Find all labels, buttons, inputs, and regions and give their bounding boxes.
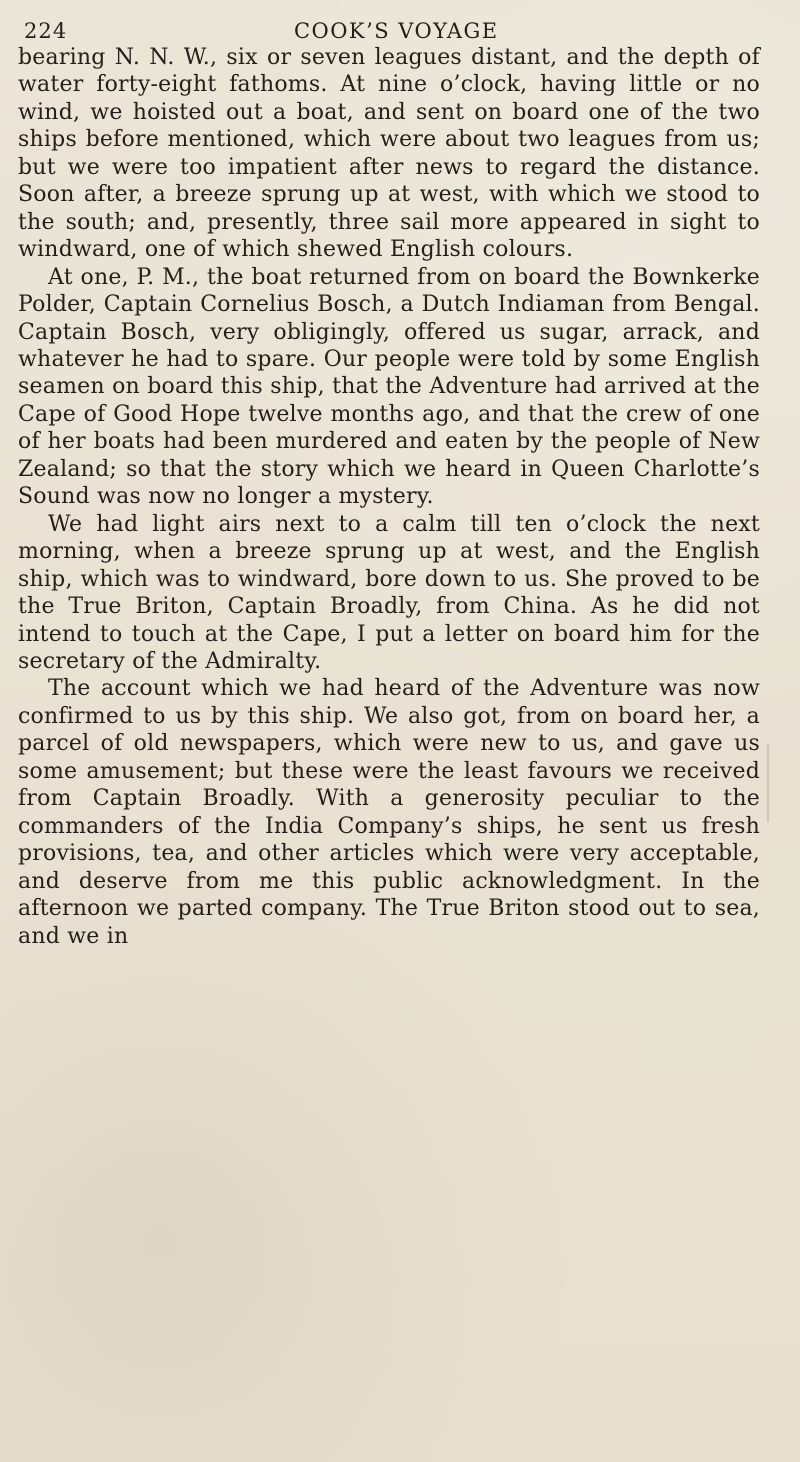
- page-number: 224: [24, 19, 68, 43]
- paragraph-4: The account which we had heard of the Adventure was now confirmed to us by this ship. We also got, from on board her, a parcel of old newspapers, which were new to us, and gave us some amusement; but these were the least favours we received from Captain Broadly. With a generosity peculiar to the commanders of the India Company’s ships, he sent us fresh provisions, tea, and other articles which were very acceptable, and deserve from me this public acknowledgment. In the afternoon we parted company. The True Briton stood out to sea, and we in: [18, 676, 760, 949]
- paragraph-2: At one, P. M., the boat returned from on board the Bownkerke Polder, Captain Cornelius Bosch, a Dutch Indiaman from Bengal. Captain Bosch, very obligingly, offered us sugar, arrack, and whatever he had to spare. Our people were told by some English seamen on board this ship, that the Adventure had arrived at the Cape of Good Hope twelve months ago, and that the crew of one of her boats had been murdered and eaten by the people of New Zealand; so that the story which we heard in Queen Charlotte’s Sound was now no longer a mystery.: [18, 264, 760, 510]
- paragraph-1: bearing N. N. W., six or seven leagues distant, and the depth of water forty-eight fathoms. At nine o’clock, having little or no wind, we hoisted out a boat, and sent on board one of the two ships before mentioned, which were about two leagues from us; but we were too impatient after news to regard the distance. Soon after, a breeze sprung up at west, with which we stood to the south; and, presently, three sail more appeared in sight to windward, one of which shewed English colours.: [18, 45, 760, 263]
- running-head: COOK’S VOYAGE: [294, 19, 499, 43]
- body-text: [18, 44, 760, 950]
- paragraph-3: We had light airs next to a calm till ten o’clock the next morning, when a breeze sprung up at west, and the English ship, which was to windward, bore down to us. She proved to be the True Briton, Captain Broadly, from China. As he did not intend to touch at the Cape, I put a letter on board him for the secretary of the Admiralty.: [18, 511, 760, 674]
- page-header: [18, 20, 760, 42]
- margin-mark: [767, 744, 769, 822]
